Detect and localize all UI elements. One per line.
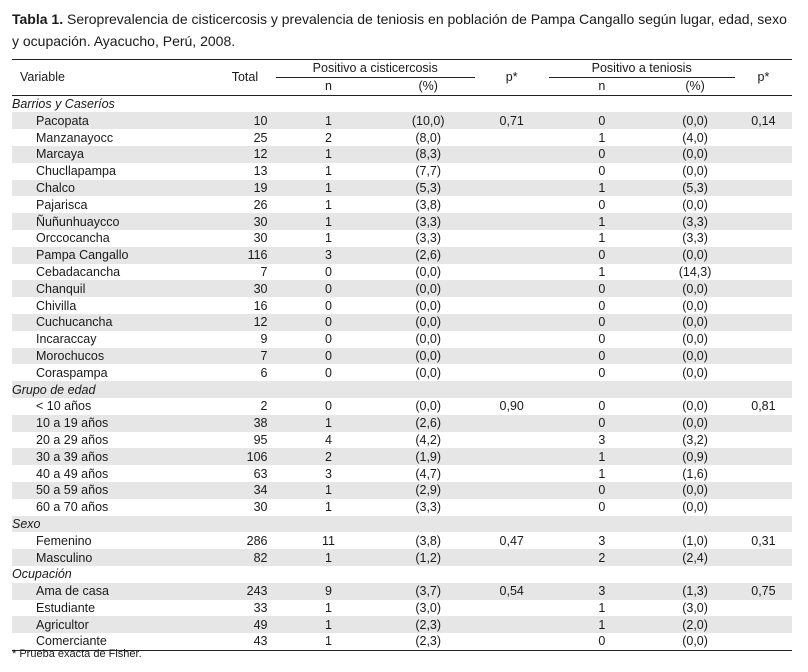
cell-cist-pct: (3,3) bbox=[415, 231, 442, 246]
cell-cist-pct: (10,0) bbox=[382, 112, 475, 129]
cell-cist-n: 3 bbox=[325, 466, 332, 481]
cell-total: 2 bbox=[260, 399, 268, 414]
cell-p2: 0,14 bbox=[735, 112, 792, 129]
cell-cist-n: 0 bbox=[325, 298, 332, 313]
cell-cist-pct: (8,0) bbox=[415, 130, 442, 145]
caption-label: Tabla 1. bbox=[12, 11, 64, 27]
cell-p1 bbox=[475, 600, 549, 617]
cell-ten-n: 0 bbox=[549, 280, 656, 297]
table-row bbox=[12, 314, 792, 331]
table-body bbox=[12, 95, 792, 650]
cell-ten-pct: (2,0) bbox=[655, 616, 735, 633]
cell-cist-n: 1 bbox=[276, 213, 382, 230]
cell-total: 16 bbox=[253, 298, 268, 313]
cell-ten-pct: (0,0) bbox=[682, 399, 708, 414]
cell-ten-n: 1 bbox=[549, 448, 656, 465]
cell-total: 95 bbox=[253, 432, 268, 447]
cell-cist-pct: (0,0) bbox=[382, 280, 475, 297]
cell-p2 bbox=[735, 482, 792, 499]
cell-ten-pct: (0,0) bbox=[655, 348, 735, 365]
cell-ten-n: 2 bbox=[549, 549, 656, 566]
cell-variable: Manzanayocc bbox=[36, 130, 114, 145]
section-title: Ocupación bbox=[12, 567, 72, 582]
cell-total: 30 bbox=[253, 231, 268, 246]
cell-variable: Chanquil bbox=[12, 280, 214, 297]
cell-total: 7 bbox=[214, 348, 275, 365]
header-ten-pct: (%) bbox=[685, 79, 705, 94]
table-row bbox=[12, 146, 792, 163]
cell-variable: Comerciante bbox=[36, 634, 107, 649]
cell-p1 bbox=[475, 314, 549, 331]
cell-variable: Incaraccay bbox=[36, 332, 97, 347]
cell-p2: 0,75 bbox=[735, 583, 792, 600]
cell-cist-pct: (5,3) bbox=[382, 180, 475, 197]
cell-p2 bbox=[735, 196, 792, 213]
cell-ten-pct: (0,0) bbox=[655, 146, 735, 163]
cell-total: 6 bbox=[260, 365, 268, 380]
cell-cist-pct: (1,9) bbox=[382, 448, 475, 465]
cell-variable: 10 a 19 años bbox=[12, 415, 214, 432]
cell-variable: Ama de casa bbox=[12, 583, 214, 600]
cell-p1 bbox=[475, 180, 549, 197]
table-row bbox=[12, 448, 792, 465]
cell-cist-n: 3 bbox=[276, 247, 382, 264]
table-row bbox=[12, 230, 792, 247]
cell-ten-n: 1 bbox=[598, 264, 606, 279]
cell-cist-n: 1 bbox=[276, 482, 382, 499]
cell-ten-n: 1 bbox=[598, 600, 606, 615]
header-cist-n: n bbox=[325, 79, 332, 94]
cell-ten-n: 1 bbox=[549, 616, 656, 633]
cell-p2: 0,31 bbox=[751, 533, 776, 548]
cell-cist-n: 0 bbox=[325, 365, 332, 380]
cell-p2 bbox=[735, 247, 792, 264]
cell-p2 bbox=[735, 600, 792, 617]
cell-variable: Morochucos bbox=[12, 348, 214, 365]
table-row bbox=[12, 280, 792, 297]
table-row bbox=[12, 331, 792, 348]
cell-variable: 50 a 59 años bbox=[12, 482, 214, 499]
cell-cist-pct: (1,2) bbox=[382, 549, 475, 566]
cell-total: 25 bbox=[253, 130, 268, 145]
table-row bbox=[12, 616, 792, 633]
cell-p2 bbox=[735, 432, 792, 449]
cell-p1 bbox=[475, 616, 549, 633]
cell-p1 bbox=[475, 549, 549, 566]
cell-total: 12 bbox=[214, 314, 275, 331]
cell-p2 bbox=[735, 633, 792, 650]
cell-p1 bbox=[475, 499, 549, 516]
cell-ten-n: 3 bbox=[598, 432, 606, 447]
cell-cist-n: 1 bbox=[276, 112, 382, 129]
cell-cist-pct: (2,3) bbox=[382, 616, 475, 633]
cell-ten-n: 0 bbox=[549, 112, 656, 129]
section-title: Grupo de edad bbox=[12, 381, 792, 398]
cell-variable: 20 a 29 años bbox=[36, 432, 109, 447]
cell-variable: Ñuñunhuaycco bbox=[12, 213, 214, 230]
header-ten-n: n bbox=[598, 79, 606, 94]
cell-ten-pct: (0,0) bbox=[682, 298, 708, 313]
cell-variable: Coraspampa bbox=[36, 365, 108, 380]
cell-ten-n: 0 bbox=[598, 365, 606, 380]
cell-variable: Femenino bbox=[36, 533, 92, 548]
table-row bbox=[12, 364, 792, 381]
cell-ten-pct: (0,0) bbox=[655, 247, 735, 264]
cell-cist-n: 1 bbox=[276, 549, 382, 566]
cell-variable: 60 a 70 años bbox=[36, 500, 109, 515]
cell-cist-pct: (0,0) bbox=[415, 264, 442, 279]
table-row bbox=[12, 213, 792, 230]
cell-variable: < 10 años bbox=[36, 399, 92, 414]
header-total: Total bbox=[231, 70, 259, 85]
header-teniosis: Positivo a teniosis bbox=[549, 60, 735, 78]
cell-cist-pct: (0,0) bbox=[382, 314, 475, 331]
header-variable: Variable bbox=[20, 70, 65, 85]
caption-text: Seroprevalencia de cisticercosis y prevalencia de teniosis en población de Pampa Cangallo según lugar, edad, sexo y ocupación. Ayacucho, Perú, 2008. bbox=[12, 11, 787, 49]
cell-ten-pct: (0,0) bbox=[682, 164, 708, 179]
cell-p1 bbox=[475, 633, 549, 650]
cell-p1 bbox=[475, 146, 549, 163]
table-row bbox=[12, 499, 792, 516]
cell-total: 82 bbox=[214, 549, 275, 566]
cell-variable: Chucllapampa bbox=[36, 164, 116, 179]
cell-p1 bbox=[475, 331, 549, 348]
cell-ten-pct: (5,3) bbox=[655, 180, 735, 197]
cell-ten-pct: (3,3) bbox=[655, 213, 735, 230]
cell-ten-n: 0 bbox=[598, 634, 606, 649]
cell-ten-pct: (0,0) bbox=[682, 634, 708, 649]
cell-variable: Masculino bbox=[12, 549, 214, 566]
cell-cist-pct: (3,7) bbox=[382, 583, 475, 600]
cell-variable: Pajarisca bbox=[36, 197, 88, 212]
cell-p2 bbox=[735, 213, 792, 230]
table-caption bbox=[12, 8, 796, 52]
cell-p1 bbox=[475, 348, 549, 365]
cell-p2 bbox=[735, 230, 792, 247]
cell-p1: 0,54 bbox=[475, 583, 549, 600]
cell-cist-n: 1 bbox=[276, 180, 382, 197]
cell-variable: Pampa Cangallo bbox=[12, 247, 214, 264]
cell-total: 106 bbox=[214, 448, 275, 465]
cell-p2 bbox=[735, 331, 792, 348]
cell-total: 30 bbox=[214, 280, 275, 297]
cell-cist-pct: (4,2) bbox=[415, 432, 442, 447]
cell-p2 bbox=[735, 348, 792, 365]
table-row bbox=[12, 163, 792, 180]
cell-ten-pct: (0,0) bbox=[655, 112, 735, 129]
cell-p1 bbox=[475, 230, 549, 247]
cell-p2 bbox=[735, 180, 792, 197]
cell-cist-n: 1 bbox=[276, 146, 382, 163]
cell-ten-pct: (0,9) bbox=[655, 448, 735, 465]
table-row bbox=[12, 482, 792, 499]
header-cisticercosis: Positivo a cisticercosis bbox=[276, 60, 475, 78]
cell-ten-pct: (0,0) bbox=[682, 332, 708, 347]
cell-cist-n: 0 bbox=[276, 280, 382, 297]
cell-ten-n: 1 bbox=[549, 213, 656, 230]
cell-total: 7 bbox=[260, 264, 268, 279]
cell-cist-pct: (2,6) bbox=[382, 415, 475, 432]
table-row bbox=[12, 532, 792, 549]
data-table bbox=[12, 59, 792, 651]
table-row bbox=[12, 112, 792, 129]
cell-total: 243 bbox=[214, 583, 275, 600]
table-row bbox=[12, 180, 792, 197]
cell-total: 33 bbox=[253, 600, 268, 615]
cell-cist-n: 1 bbox=[276, 616, 382, 633]
cell-p1 bbox=[475, 482, 549, 499]
cell-total: 63 bbox=[253, 466, 268, 481]
cell-ten-pct: (1,0) bbox=[682, 533, 708, 548]
cell-variable: Chivilla bbox=[36, 298, 77, 313]
cell-ten-n: 0 bbox=[549, 314, 656, 331]
cell-p1: 0,90 bbox=[499, 399, 524, 414]
cell-cist-pct: (3,8) bbox=[415, 197, 442, 212]
cell-cist-pct: (3,8) bbox=[415, 533, 442, 548]
cell-ten-n: 0 bbox=[598, 399, 606, 414]
section-header-row bbox=[12, 566, 792, 583]
cell-p1 bbox=[475, 163, 549, 180]
cell-cist-pct: (3,3) bbox=[415, 500, 442, 515]
cell-ten-pct: (1,3) bbox=[655, 583, 735, 600]
cell-p2 bbox=[735, 415, 792, 432]
table-row bbox=[12, 432, 792, 449]
table-row bbox=[12, 398, 792, 415]
cell-ten-pct: (1,6) bbox=[682, 466, 708, 481]
cell-total: 12 bbox=[214, 146, 275, 163]
cell-ten-n: 1 bbox=[598, 130, 606, 145]
cell-cist-n: 0 bbox=[276, 314, 382, 331]
cell-p2 bbox=[735, 499, 792, 516]
cell-total: 38 bbox=[214, 415, 275, 432]
cell-ten-pct: (4,0) bbox=[682, 130, 708, 145]
cell-cist-n: 4 bbox=[325, 432, 332, 447]
cell-p1 bbox=[475, 129, 549, 146]
cell-cist-pct: (4,7) bbox=[415, 466, 442, 481]
cell-ten-n: 0 bbox=[598, 332, 606, 347]
cell-p1: 0,71 bbox=[475, 112, 549, 129]
cell-variable: Chalco bbox=[12, 180, 214, 197]
cell-cist-n: 0 bbox=[325, 332, 332, 347]
cell-cist-pct: (0,0) bbox=[415, 365, 442, 380]
cell-p2 bbox=[735, 364, 792, 381]
cell-total: 286 bbox=[246, 533, 268, 548]
cell-variable: 30 a 39 años bbox=[12, 448, 214, 465]
cell-p1 bbox=[475, 465, 549, 482]
cell-cist-n: 0 bbox=[325, 399, 332, 414]
cell-p2 bbox=[735, 549, 792, 566]
header-p1: p* bbox=[505, 70, 518, 85]
cell-ten-n: 0 bbox=[549, 348, 656, 365]
cell-ten-pct: (3,0) bbox=[682, 600, 708, 615]
cell-ten-n: 0 bbox=[598, 197, 606, 212]
cell-ten-n: 0 bbox=[549, 247, 656, 264]
cell-p1 bbox=[475, 415, 549, 432]
cell-cist-pct: (0,0) bbox=[382, 348, 475, 365]
section-header-row bbox=[12, 95, 792, 112]
cell-p2 bbox=[735, 297, 792, 314]
cell-cist-n: 1 bbox=[276, 415, 382, 432]
cell-total: 49 bbox=[214, 616, 275, 633]
section-header-row bbox=[12, 381, 792, 398]
cell-ten-pct: (14,3) bbox=[678, 264, 712, 279]
cell-p2 bbox=[735, 448, 792, 465]
cell-ten-n: 1 bbox=[549, 180, 656, 197]
cell-variable: Marcaya bbox=[12, 146, 214, 163]
cell-total: 34 bbox=[214, 482, 275, 499]
cell-cist-n: 1 bbox=[325, 164, 332, 179]
section-title: Sexo bbox=[12, 516, 792, 533]
cell-total: 116 bbox=[214, 247, 275, 264]
cell-cist-pct: (2,9) bbox=[382, 482, 475, 499]
cell-p1: 0,47 bbox=[499, 533, 524, 548]
table-row bbox=[12, 247, 792, 264]
cell-p2 bbox=[735, 163, 792, 180]
cell-cist-n: 9 bbox=[276, 583, 382, 600]
cell-ten-n: 3 bbox=[598, 533, 606, 548]
section-title: Barrios y Caseríos bbox=[12, 96, 115, 111]
cell-p2 bbox=[735, 465, 792, 482]
table-row bbox=[12, 583, 792, 600]
cell-cist-pct: (0,0) bbox=[415, 332, 442, 347]
cell-ten-pct: (0,0) bbox=[655, 280, 735, 297]
cell-variable: Orccocancha bbox=[36, 231, 110, 246]
cell-variable: 40 a 49 años bbox=[36, 466, 109, 481]
table-row bbox=[12, 297, 792, 314]
cell-variable: Cuchucancha bbox=[12, 314, 214, 331]
header-cist-pct: (%) bbox=[418, 79, 438, 94]
table-row bbox=[12, 465, 792, 482]
cell-ten-pct: (3,3) bbox=[682, 231, 708, 246]
cell-ten-n: 1 bbox=[598, 231, 606, 246]
cell-ten-pct: (2,4) bbox=[655, 549, 735, 566]
cell-p1 bbox=[475, 364, 549, 381]
cell-variable: Cebadacancha bbox=[36, 264, 121, 279]
cell-ten-pct: (0,0) bbox=[655, 415, 735, 432]
cell-ten-pct: (0,0) bbox=[682, 365, 708, 380]
table-row bbox=[12, 348, 792, 365]
cell-total: 43 bbox=[253, 634, 268, 649]
cell-cist-pct: (7,7) bbox=[415, 164, 442, 179]
table-row bbox=[12, 129, 792, 146]
cell-cist-n: 1 bbox=[325, 231, 332, 246]
cell-cist-pct: (0,0) bbox=[415, 399, 442, 414]
cell-cist-n: 1 bbox=[325, 600, 332, 615]
cell-p1 bbox=[475, 264, 549, 281]
cell-total: 9 bbox=[260, 332, 268, 347]
cell-p2: 0,81 bbox=[751, 399, 776, 414]
cell-ten-n: 0 bbox=[549, 482, 656, 499]
header-row-1 bbox=[12, 60, 792, 78]
table-row bbox=[12, 415, 792, 432]
cell-ten-n: 1 bbox=[598, 466, 606, 481]
cell-p1 bbox=[475, 196, 549, 213]
cell-cist-pct: (8,3) bbox=[382, 146, 475, 163]
cell-p2 bbox=[735, 264, 792, 281]
cell-ten-n: 0 bbox=[598, 500, 606, 515]
cell-p2 bbox=[735, 314, 792, 331]
cell-p1 bbox=[475, 297, 549, 314]
cell-ten-n: 0 bbox=[549, 146, 656, 163]
cell-ten-pct: (3,2) bbox=[682, 432, 708, 447]
cell-total: 13 bbox=[253, 164, 268, 179]
cell-cist-n: 2 bbox=[325, 130, 332, 145]
cell-p1 bbox=[475, 432, 549, 449]
cell-p2 bbox=[735, 280, 792, 297]
cell-ten-pct: (0,0) bbox=[655, 482, 735, 499]
cell-p1 bbox=[475, 213, 549, 230]
cell-cist-n: 1 bbox=[325, 197, 332, 212]
cell-variable: Agricultor bbox=[12, 616, 214, 633]
cell-ten-n: 3 bbox=[549, 583, 656, 600]
cell-cist-pct: (2,6) bbox=[382, 247, 475, 264]
cell-total: 30 bbox=[253, 500, 268, 515]
table-row bbox=[12, 600, 792, 617]
cell-total: 10 bbox=[214, 112, 275, 129]
table-row bbox=[12, 264, 792, 281]
footnote: * Prueba exacta de Fisher. bbox=[12, 648, 142, 660]
cell-cist-pct: (0,0) bbox=[415, 298, 442, 313]
header-p2: p* bbox=[757, 70, 770, 85]
cell-variable: Pacopata bbox=[12, 112, 214, 129]
cell-cist-pct: (2,3) bbox=[415, 634, 442, 649]
cell-total: 30 bbox=[214, 213, 275, 230]
cell-ten-pct: (0,0) bbox=[682, 500, 708, 515]
cell-cist-pct: (3,0) bbox=[415, 600, 442, 615]
cell-total: 26 bbox=[253, 197, 268, 212]
cell-p1 bbox=[475, 280, 549, 297]
cell-ten-n: 0 bbox=[549, 415, 656, 432]
cell-cist-n: 11 bbox=[322, 533, 335, 548]
cell-ten-pct: (0,0) bbox=[682, 197, 708, 212]
cell-cist-n: 2 bbox=[276, 448, 382, 465]
cell-cist-n: 0 bbox=[325, 264, 332, 279]
cell-cist-n: 1 bbox=[325, 634, 332, 649]
cell-cist-pct: (3,3) bbox=[382, 213, 475, 230]
cell-p2 bbox=[735, 616, 792, 633]
table-row bbox=[12, 196, 792, 213]
cell-p2 bbox=[735, 146, 792, 163]
table-row bbox=[12, 549, 792, 566]
cell-ten-n: 0 bbox=[598, 164, 606, 179]
cell-p1 bbox=[475, 448, 549, 465]
cell-total: 19 bbox=[214, 180, 275, 197]
cell-cist-n: 1 bbox=[325, 500, 332, 515]
section-header-row bbox=[12, 516, 792, 533]
cell-ten-pct: (0,0) bbox=[655, 314, 735, 331]
cell-variable: Estudiante bbox=[36, 600, 96, 615]
cell-cist-n: 0 bbox=[276, 348, 382, 365]
cell-ten-n: 0 bbox=[598, 298, 606, 313]
cell-p1 bbox=[475, 247, 549, 264]
cell-p2 bbox=[735, 129, 792, 146]
